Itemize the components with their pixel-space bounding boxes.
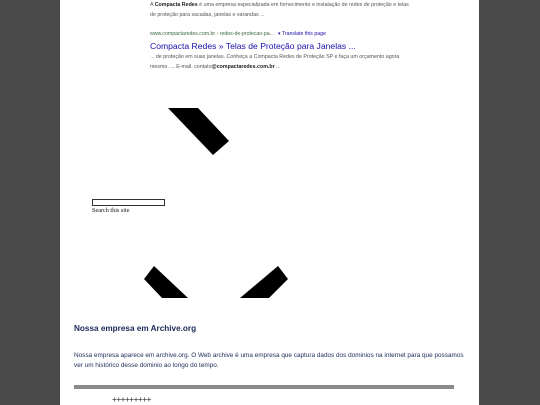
right-triangle-shape	[236, 262, 292, 300]
page-content	[60, 0, 479, 405]
left-triangle-shape	[140, 262, 190, 300]
diagonal-bar-shape	[164, 104, 234, 158]
snippet-text: ...	[274, 63, 281, 70]
snippet-text: ... de proteção em suas janelas. Conheça a Compacta Redes de Proteção SP e faça um orçamento agora mesmo. ... E-mail. contato	[150, 54, 400, 70]
section-body: Nossa empresa aparece em archive.org. O Web archive é uma empresa que captura dados dos dominios na internet para que possamos ver um histórico desse dominio ao longo do tempo.	[74, 352, 464, 369]
section-title: Nossa empresa em Archive.org	[74, 324, 197, 333]
result-title-link[interactable]: Compacta Redes » Telas de Proteção para Janelas ...	[150, 41, 356, 51]
snippet-bold: Compacta Redes	[154, 2, 198, 8]
result-url	[150, 31, 326, 37]
result-snippet	[150, 53, 410, 72]
result-snippet	[150, 1, 410, 20]
divider	[74, 385, 454, 389]
footer-glyphs: +++++++++	[112, 395, 151, 404]
result-url-text: www.compactaredes.com.br › redes-de-protecao-pa...	[150, 31, 274, 37]
snippet-text: é uma empresa especializada em fornecimento e instalação de redes de proteção e telas de proteção para sacadas, janelas e varandas ...	[150, 2, 409, 18]
search-input[interactable]	[92, 199, 165, 206]
snippet-text: A	[150, 2, 155, 8]
search-label: Search this site	[92, 207, 130, 214]
snippet-bold: @compactaredes.com.br	[211, 63, 275, 70]
translate-link[interactable]: ▾ Translate this page	[277, 31, 326, 37]
